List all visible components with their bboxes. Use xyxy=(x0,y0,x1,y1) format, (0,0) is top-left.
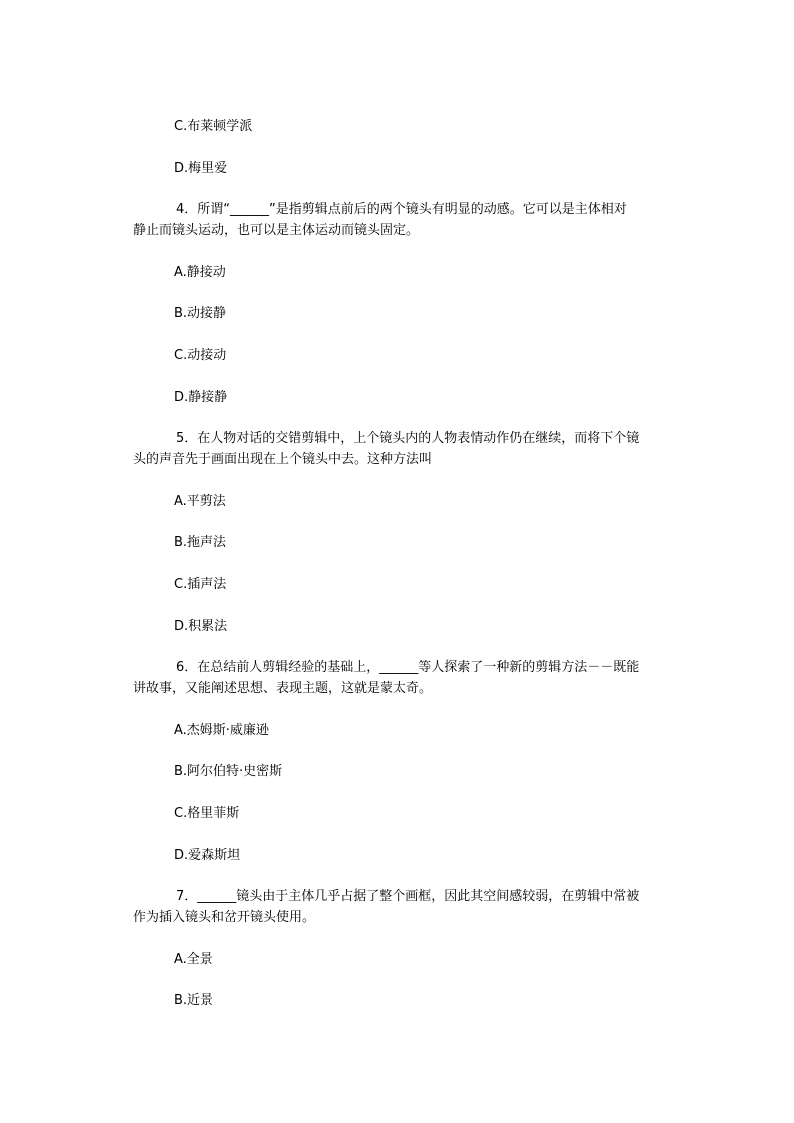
answer-option: C.动接动 xyxy=(174,347,227,363)
answer-option: A.全景 xyxy=(174,951,213,967)
answer-option: C.布莱顿学派 xyxy=(174,119,253,134)
answer-option: B.拖声法 xyxy=(174,535,227,551)
question-line: 头的声音先于画面出现在上个镜头中去。这种方法叫 xyxy=(133,452,433,468)
question-line: 讲故事，又能阐述思想、表现主题，这就是蒙太奇。 xyxy=(133,681,433,697)
question-line: 5．在人物对话的交错剪辑中，上个镜头内的人物表情动作仍在继续，而将下个镜 xyxy=(176,431,640,447)
question-line: 作为插入镜头和岔开镜头使用。 xyxy=(133,910,316,926)
answer-option: D.爱森斯坦 xyxy=(174,847,241,863)
question-line: 7．______镜头由于主体几乎占据了整个画框，因此其空间感较弱，在剪辑中常被 xyxy=(176,889,640,905)
document-page xyxy=(133,116,673,1032)
answer-option: D.积累法 xyxy=(174,618,228,634)
question-text xyxy=(133,428,673,470)
question-text xyxy=(133,199,673,241)
question-line: 静止而镜头运动，也可以是主体运动而镜头固定。 xyxy=(133,223,420,239)
answer-option: A.杰姆斯·威廉逊 xyxy=(174,722,269,738)
answer-option: A.平剪法 xyxy=(174,493,226,509)
question-text xyxy=(133,657,673,699)
question-line: 6．在总结前人剪辑经验的基础上，______等人探索了一种新的剪辑方法－－既能 xyxy=(176,660,640,676)
answer-option: B.阿尔伯特·史密斯 xyxy=(174,764,283,780)
answer-option: A.静接动 xyxy=(174,264,226,280)
answer-option: B.动接静 xyxy=(174,306,227,322)
answer-option: C.格里菲斯 xyxy=(174,805,240,821)
answer-option: D.静接静 xyxy=(174,389,228,405)
question-line: 4．所谓“______”是指剪辑点前后的两个镜头有明显的动感。它可以是主体相对 xyxy=(176,202,627,218)
question-text xyxy=(133,886,673,928)
answer-option: B.近景 xyxy=(174,993,214,1009)
answer-option: D.梅里爱 xyxy=(174,160,228,176)
answer-option: C.插声法 xyxy=(174,576,227,592)
